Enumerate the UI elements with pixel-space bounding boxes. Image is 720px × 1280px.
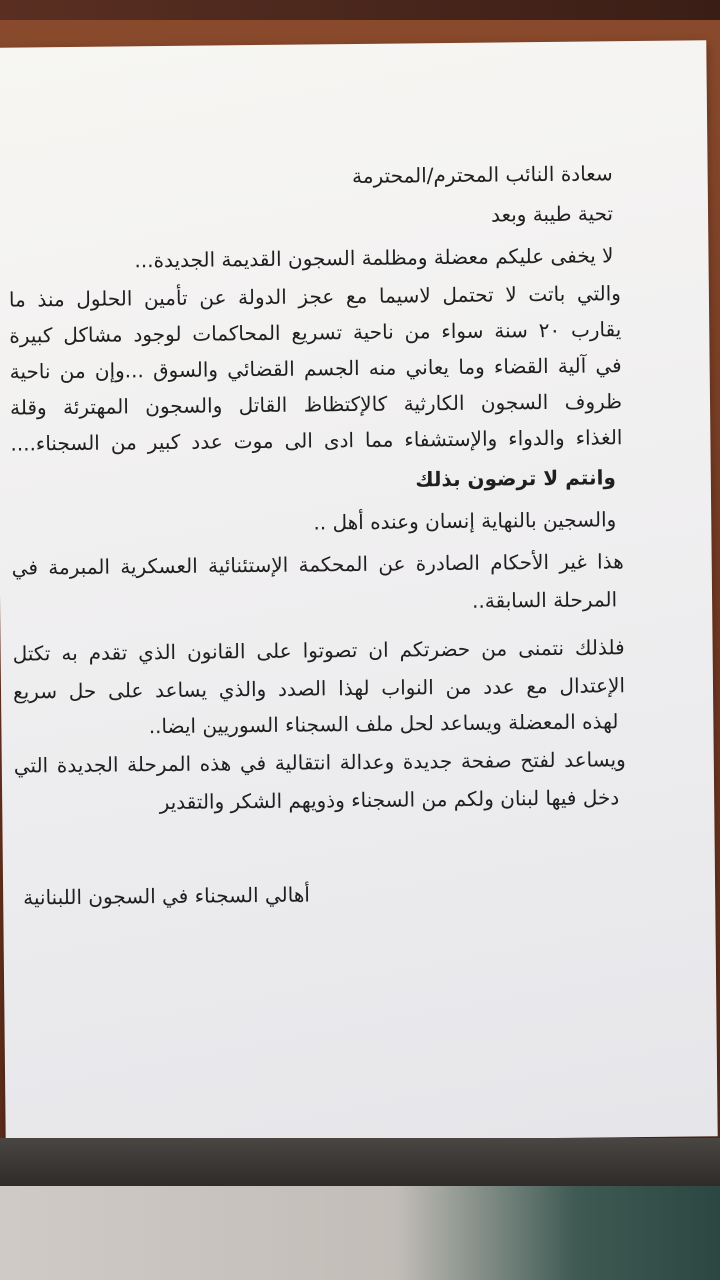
floor-background <box>0 1186 720 1280</box>
paragraph-1-line-3: يقارب ٢٠ سنة سواء من ناحية تسريع المحاكمات لوجود مشاكل كبيرة <box>9 317 622 348</box>
paragraph-5-line-2: الإعتدال مع عدد من النواب لهذا الصدد والذي يساعد على حل سريع <box>12 673 626 704</box>
greeting: تحية طيبة وبعد <box>490 201 614 227</box>
paragraph-6-line-2: دخل فيها لبنان ولكم من السجناء وذويهم الشكر والتقدير <box>159 785 620 815</box>
binder-edge <box>0 1138 720 1186</box>
paragraph-5-line-3: لهذه المعضلة ويساعد لحل ملف السجناء السوريين ايضا.. <box>148 709 619 739</box>
top-edge <box>0 0 720 20</box>
letter-page <box>0 40 718 1143</box>
paragraph-1-line-6: الغذاء والدواء والإستشفاء مما ادى الى موت عدد كبير من السجناء.... <box>10 425 623 456</box>
paragraph-1-line-4: في آلية القضاء وما يعاني منه الجسم القضائي والسوق ...وإن من ناحية <box>9 353 622 384</box>
paragraph-3: والسجين بالنهاية إنسان وعنده أهل .. <box>313 507 617 535</box>
paragraph-1-line-1: لا يخفى عليكم معضلة ومظلمة السجون القديمة الجديدة... <box>134 243 614 273</box>
paragraph-2: وانتم لا ترضون بذلك <box>415 465 616 492</box>
paragraph-4-line-2: المرحلة السابقة.. <box>471 587 618 613</box>
paragraph-1-line-2: والتي باتت لا تحتمل لاسيما مع عجز الدولة عن تأمين الحلول منذ ما <box>8 281 622 312</box>
letter-body <box>0 40 718 1143</box>
salutation: سعادة النائب المحترم/المحترمة <box>351 161 613 189</box>
paragraph-5-line-1: فلذلك نتمنى من حضرتكم ان تصوتوا على القانون الذي تقدم به تكتل <box>12 635 625 666</box>
signature: أهالي السجناء في السجون اللبنانية <box>23 882 311 910</box>
paragraph-4-line-1: هذا غير الأحكام الصادرة عن المحكمة الإستئنائية العسكرية المبرمة في <box>11 549 624 580</box>
paragraph-6-line-1: ويساعد لفتح صفحة جديدة وعدالة انتقالية في هذه المرحلة الجديدة التي <box>13 747 626 778</box>
paragraph-1-line-5: ظروف السجون الكارثية كالإكتظاظ القاتل والسجون المهترئة وقلة <box>9 389 623 420</box>
